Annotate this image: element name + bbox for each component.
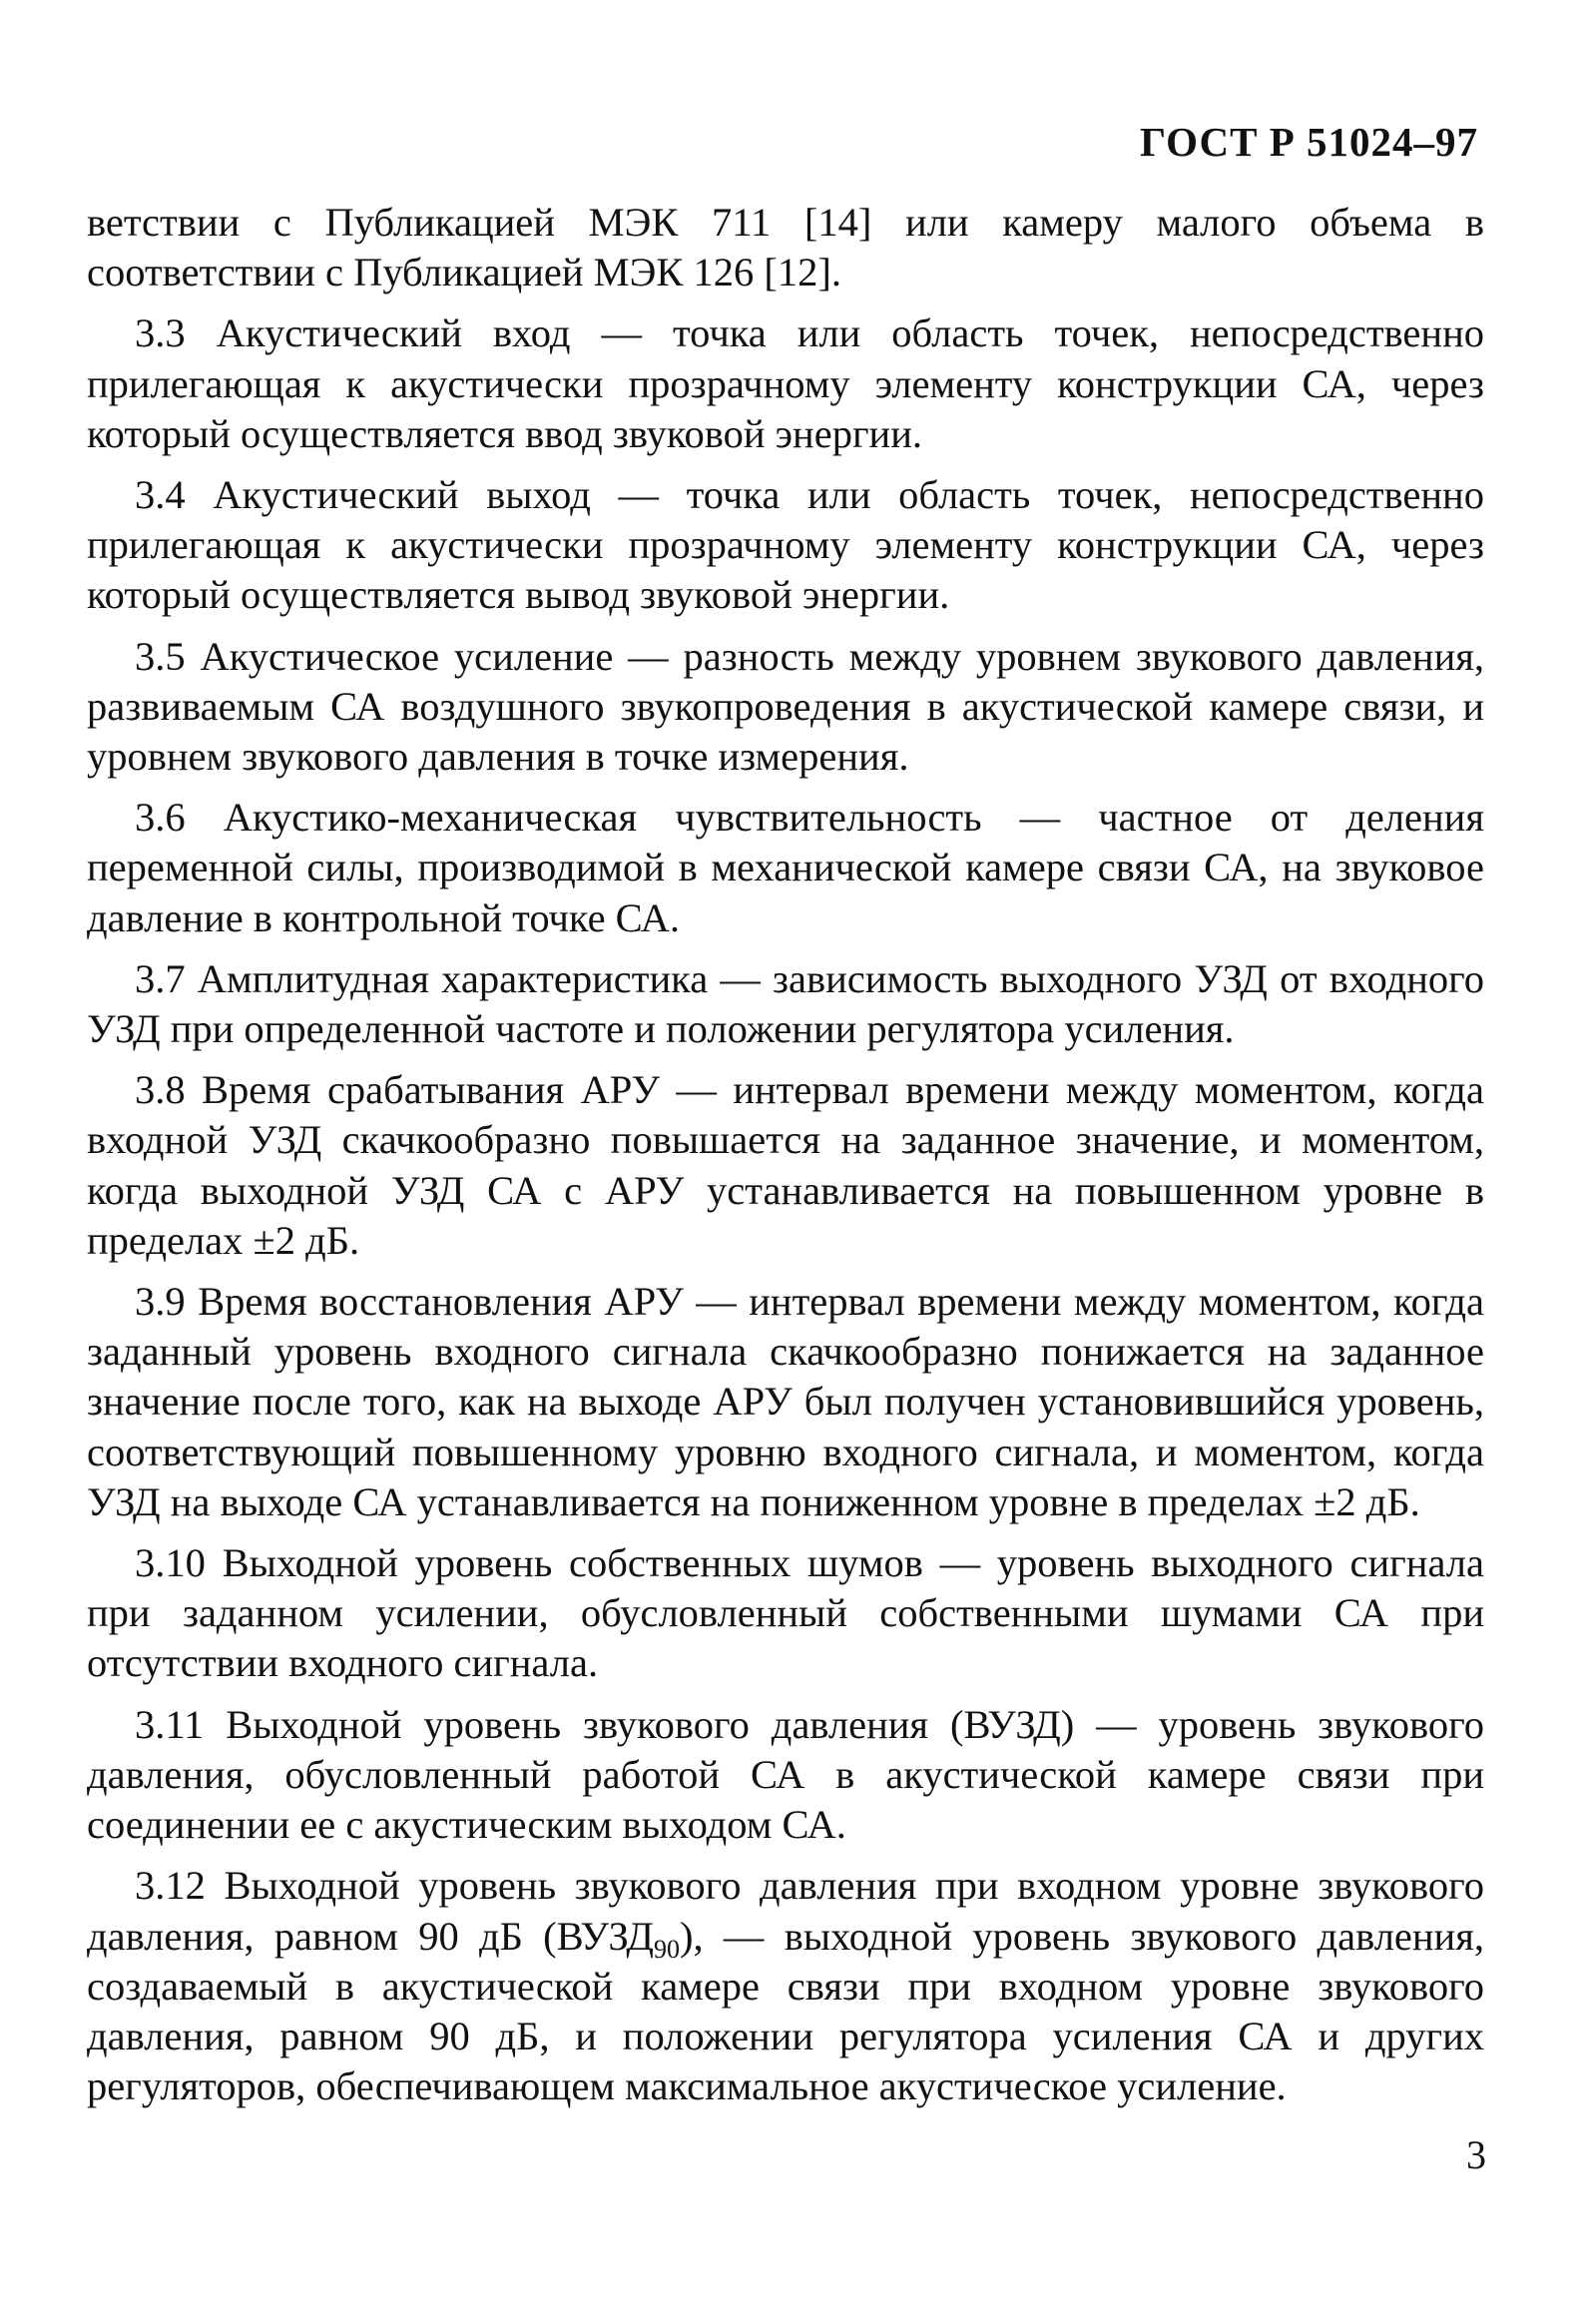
paragraph-3-4: 3.4 Акустический выход — точка или область точек, непосредственно прилегающая к акустически прозрачному элементу конструкции СА, через который осуществляется вывод звуковой энергии. bbox=[87, 472, 1484, 618]
paragraph-continuation: ветствии с Публикацией МЭК 711 [14] или камеру малого объема в соответствии с Публикацией МЭК 126 [12]. bbox=[87, 200, 1484, 295]
paragraph-3-5: 3.5 Акустическое усиление — разность между уровнем звукового давления, развиваемым СА воздушного звукопроведения в акустической камере связи, и уровнем звукового давления в точке измерения. bbox=[87, 633, 1484, 780]
paragraph-3-9: 3.9 Время восстановления АРУ — интервал времени между моментом, когда заданный уровень входного сигнала скачкообразно понижается на заданное значение после того, как на выходе АРУ был получен установившийся уровень, соответствующий повышенному уровню входного сигнала, и моментом, когда УЗД на выходе СА устанавливается на пониженном уровне в пределах ±2 дБ. bbox=[87, 1279, 1484, 1524]
paragraph-3-8: 3.8 Время срабатывания АРУ — интервал времени между моментом, когда входной УЗД скачкообразно повышается на заданное значение, и моментом, когда выходной УЗД СА с АРУ устанавливается на повышенном уровне в пределах ±2 дБ. bbox=[87, 1067, 1484, 1263]
paragraph-3-10: 3.10 Выходной уровень собственных шумов — уровень выходного сигнала при заданном усилении, обусловленный собственными шумами СА при отсутствии входного сигнала. bbox=[87, 1540, 1484, 1686]
paragraph-3-11: 3.11 Выходной уровень звукового давления (ВУЗД) — уровень звукового давления, обусловленный работой СА в акустической камере связи при соединении ее с акустическим выходом СА. bbox=[87, 1701, 1484, 1848]
paragraph-3-3: 3.3 Акустический вход — точка или область точек, непосредственно прилегающая к акустически прозрачному элементу конструкции СА, через который осуществляется ввод звуковой энергии. bbox=[87, 310, 1484, 456]
paragraph-3-12-start: 3.12 Выходной уровень звукового давления при входном уровне звукового давления, равном 90 дБ (ВУЗД bbox=[87, 1863, 1484, 1959]
subscript-90: 90 bbox=[653, 1934, 680, 1964]
body-text bbox=[87, 198, 1484, 2122]
paragraph-3-12-end: ), — выходной уровень звукового давления, создаваемый в акустической камере связи при входном уровне звукового давления, равном 90 дБ, и положении регулятора усиления СА и других регуляторов, обеспечивающем максимальное акустическое усиление. bbox=[87, 1913, 1484, 2109]
paragraph-3-7: 3.7 Амплитудная характеристика — зависимость выходного УЗД от входного УЗД при определенной частоте и положении регулятора усиления. bbox=[87, 955, 1484, 1052]
standard-title: ГОСТ Р 51024–97 bbox=[1140, 119, 1478, 165]
paragraph-3-6: 3.6 Акустико-механическая чувствительность — частное от деления переменной силы, производимой в механической камере связи СА, на звуковое давление в контрольной точке СА. bbox=[87, 795, 1484, 940]
page-number: 3 bbox=[1466, 2132, 1486, 2177]
paragraph-3-12 bbox=[87, 1861, 1484, 2111]
